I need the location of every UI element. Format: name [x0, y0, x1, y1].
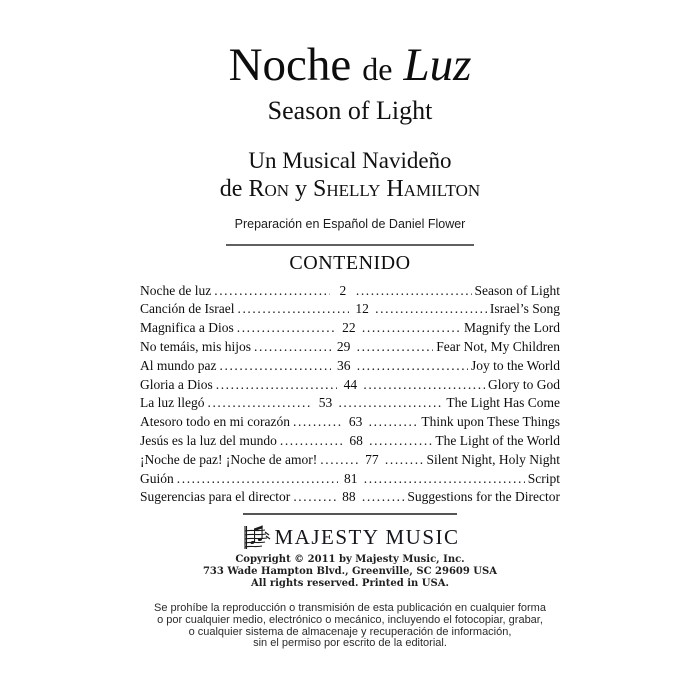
toc-entry	[140, 452, 560, 471]
toc-entry	[140, 395, 560, 414]
toc-title-en: Glory to God	[487, 376, 560, 392]
dot-leader	[357, 358, 468, 374]
toc-title-es: Magnifica a Dios	[140, 320, 234, 336]
copyright-block	[0, 554, 700, 590]
toc-page-number: 22	[342, 320, 356, 336]
dot-leader	[369, 414, 419, 430]
notice-line: o por cualquier medio, electrónico o mecánico, incluyendo el fotocopiar, grabar,	[157, 613, 543, 626]
title-part-luz: Luz	[403, 39, 472, 91]
author-byline	[0, 176, 700, 203]
dot-leader	[177, 471, 338, 487]
toc-title-es: Gloria a Dios	[140, 376, 213, 392]
toc-title-es: Sugerencias para el director	[140, 489, 291, 505]
notice-line: sin el permiso por escrito de la editorial.	[253, 637, 447, 650]
toc-page-number: 68	[349, 433, 363, 449]
toc-title-es: Guión	[140, 470, 174, 486]
publisher-address: 733 Wade Hampton Blvd., Greenville, SC 29609 USA	[202, 566, 498, 578]
dot-leader	[363, 377, 485, 393]
toc-page-number: 29	[336, 339, 351, 355]
dot-leader	[362, 320, 461, 336]
reproduction-notice	[0, 603, 700, 650]
toc-page-number: 12	[355, 301, 369, 317]
toc-title-en: Suggestions for the Director	[407, 489, 560, 505]
toc-title-en: The Light of the World	[435, 433, 560, 449]
dot-leader	[237, 320, 336, 336]
toc-page-number: 2	[339, 282, 347, 298]
toc-title-es: ¡Noche de paz! ¡Noche de amor!	[140, 451, 318, 467]
toc-title-en: Magnify the Lord	[464, 320, 560, 336]
dot-leader	[293, 414, 343, 430]
toc-page-number: 44	[343, 376, 358, 392]
dot-leader	[254, 339, 331, 355]
toc-entry	[140, 283, 560, 302]
toc-entry	[140, 377, 560, 396]
musical-tagline: Un Musical Navideño	[248, 147, 452, 173]
toc-title-es: Atesoro todo en mi corazón	[140, 414, 290, 430]
dot-leader	[375, 301, 487, 317]
publisher-name: MAJESTY MUSIC	[274, 524, 460, 549]
dot-leader	[369, 433, 432, 449]
toc-title-en: Joy to the World	[470, 357, 560, 373]
notice-line: o cualquier sistema de almacenaje y recuperación de información,	[188, 625, 512, 638]
dot-leader	[338, 395, 443, 411]
spanish-preparation-credit: Preparación en Español de Daniel Flower	[234, 216, 466, 231]
rights-line: All rights reserved. Printed in USA.	[251, 578, 449, 590]
toc-page-number: 53	[318, 395, 333, 411]
toc-title-es: Canción de Israel	[140, 301, 235, 317]
dot-leader	[280, 433, 343, 449]
title-part-de: de	[362, 51, 393, 87]
toc-entry	[140, 433, 560, 452]
title-part-noche: Noche	[228, 39, 352, 91]
toc-entry	[140, 471, 560, 490]
toc-title-en: Season of Light	[474, 282, 560, 298]
dot-leader	[320, 452, 359, 468]
divider-rule-top	[226, 244, 474, 246]
toc-entry	[140, 301, 560, 320]
contents-heading: CONTENIDO	[289, 251, 411, 274]
toc-entry	[140, 414, 560, 433]
toc-entry	[140, 489, 560, 508]
copyright-line: Copyright © 2011 by Majesty Music, Inc.	[235, 554, 465, 566]
dot-leader	[207, 395, 312, 411]
subtitle-english: Season of Light	[267, 95, 433, 125]
toc-title-en: Think upon These Things	[421, 414, 560, 430]
divider-rule-bottom	[243, 513, 457, 515]
toc-title-es: La luz llegó	[140, 395, 205, 411]
dot-leader	[214, 283, 330, 299]
toc-entry	[140, 339, 560, 358]
dot-leader	[216, 377, 338, 393]
toc-title-en: Silent Night, Holy Night	[426, 451, 560, 467]
byline-conjunction: y	[295, 175, 307, 202]
toc-title-es: No temáis, mis hijos	[140, 339, 251, 355]
dot-leader	[293, 489, 336, 505]
publisher-logo-row	[0, 522, 700, 552]
dot-leader	[385, 452, 424, 468]
toc-title-en: Fear Not, My Children	[436, 339, 560, 355]
table-of-contents	[140, 283, 560, 509]
toc-entry	[140, 358, 560, 377]
toc-title-es: Noche de luz	[140, 282, 212, 298]
byline-prefix: de	[219, 175, 243, 202]
toc-entry	[140, 320, 560, 339]
byline-author-2: Shelly Hamilton	[313, 175, 481, 202]
dot-leader	[220, 358, 331, 374]
toc-title-es: Jesús es la luz del mundo	[140, 433, 277, 449]
dot-leader	[356, 283, 472, 299]
toc-page-number: 81	[344, 470, 358, 486]
toc-page-number: 36	[336, 357, 351, 373]
toc-page-number: 63	[348, 414, 363, 430]
byline-author-1: Ron	[248, 175, 289, 202]
dot-leader	[357, 339, 434, 355]
toc-page-number: 88	[342, 489, 356, 505]
notice-line: Se prohíbe la reproducción o transmisión de esta publicación en cualquier forma	[154, 602, 546, 615]
toc-page-number: 77	[365, 451, 379, 467]
dot-leader	[237, 301, 349, 317]
music-staff-notes-icon	[241, 522, 271, 552]
toc-title-en: The Light Has Come	[446, 395, 560, 411]
dot-leader	[362, 489, 405, 505]
toc-title-es: Al mundo paz	[140, 357, 217, 373]
toc-title-en: Israel’s Song	[489, 301, 560, 317]
dot-leader	[364, 471, 525, 487]
page-title	[0, 0, 700, 92]
toc-title-en: Script	[527, 470, 560, 486]
